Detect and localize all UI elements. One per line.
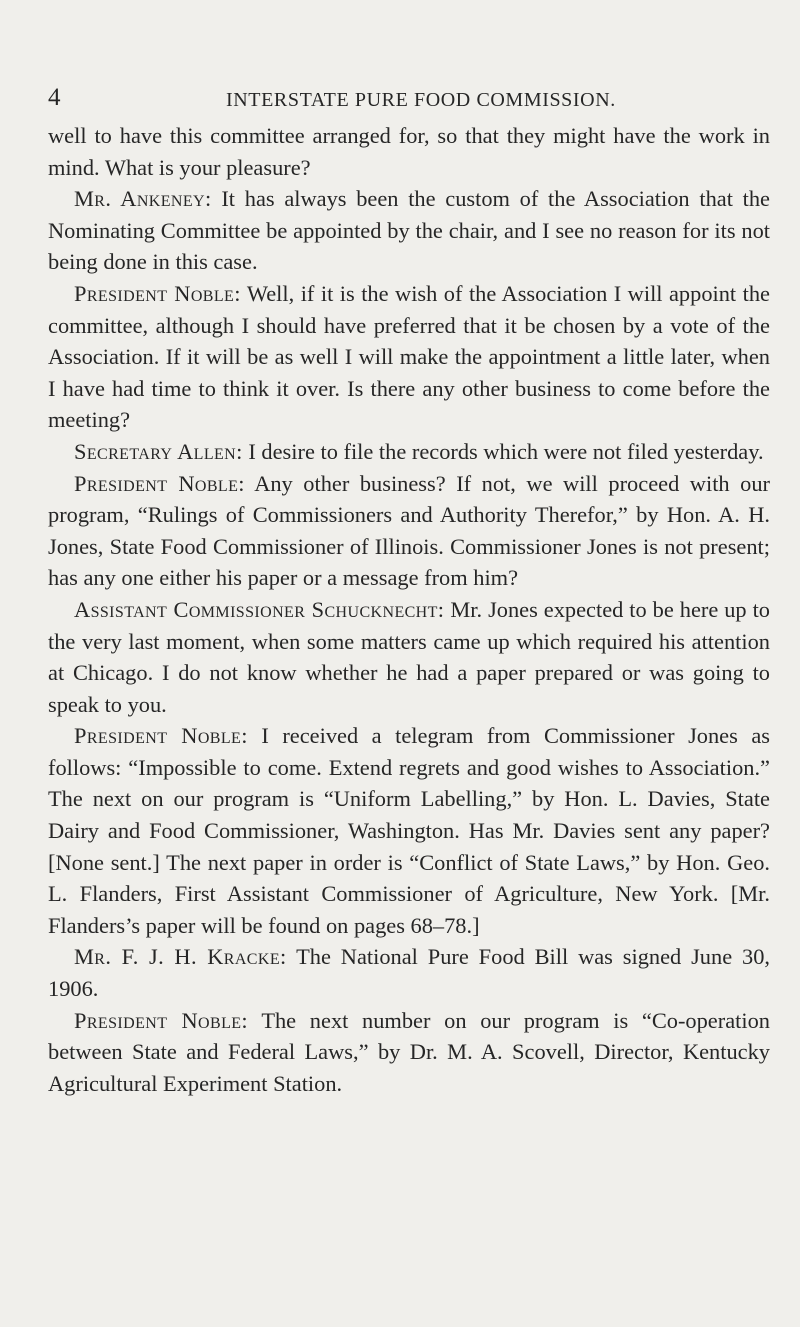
paragraph [48,436,770,468]
paragraph [48,1005,770,1100]
running-head: INTERSTATE PURE FOOD COMMISSION. [226,89,616,111]
speaker-name: Secretary Allen: [74,438,243,464]
speaker-name: Mr. Ankeney: [74,186,212,212]
speaker-name: Mr. F. J. H. Kracke: [74,944,287,970]
body-text [48,120,770,1099]
paragraph-text: I desire to file the records which were not filed yesterday. [242,438,764,464]
paragraph-text: The next number on our program is “Co-operation between State and Federal Laws,” by Dr. M. A. Scovell, Director, Kentucky Agricultural Experiment Station. [48,1007,770,1096]
paragraph [48,468,770,594]
paragraph [48,183,770,278]
paragraph [48,941,770,1004]
paragraph-text: Any other business? If not, we will proceed with our program, “Rulings of Commissioners and Authority Therefor,” by Hon. A. H. Jones, State Food Commissioner of Illinois. Commissioner Jones is not present; has any one either his paper or a message from him? [48,470,770,591]
paragraph-text: Well, if it is the wish of the Association I will appoint the committee, although I should have preferred that it be chosen by a vote of the Association. If it will be as well I will make the appointment a little later, when I have had time to think it over. Is there any other business to come before the meeting? [48,280,770,433]
speaker-name: President Noble: [74,280,241,306]
paragraph-text: The National Pure Food Bill was signed June 30, 1906. [48,944,771,1002]
paragraph [48,120,770,183]
paragraph-text: Mr. Jones expected to be here up to the very last moment, when some matters came up which required his attention at Chicago. I do not know whether he had a paper prepared or was going to speak to you. [48,596,770,717]
paragraph-text: well to have this committee arranged for, so that they might have the work in mind. What is your pleasure? [48,123,770,180]
paragraph-text: I received a telegram from Commissioner Jones as follows: “Impossible to come. Extend regrets and good wishes to Association.” The next on our program is “Uniform Labelling,” by Hon. L. Davies, State Dairy and Food Commissioner, Washington. Has Mr. Davies sent any paper? [None sent.] The next paper in order is “Conflict of State Laws,” by Hon. Geo. L. Flanders, First Assistant Commissioner of Agriculture, New York. [Mr. Flanders’s paper will be found on pages 68–78.] [48,723,770,938]
speaker-name: President Noble: [74,1007,249,1033]
page-number: 4 [48,84,61,111]
paragraph-text: It has always been the custom of the Association that the Nominating Committee be appointed by the chair, and I see no reason for its not being done in this case. [48,186,770,275]
speaker-name: President Noble: [74,723,248,749]
speaker-name: President Noble: [74,470,245,496]
page-header [48,84,760,112]
speaker-name: Assistant Commissioner Schucknecht: [74,596,445,622]
paragraph [48,594,770,720]
paragraph [48,278,770,436]
paragraph [48,720,770,941]
